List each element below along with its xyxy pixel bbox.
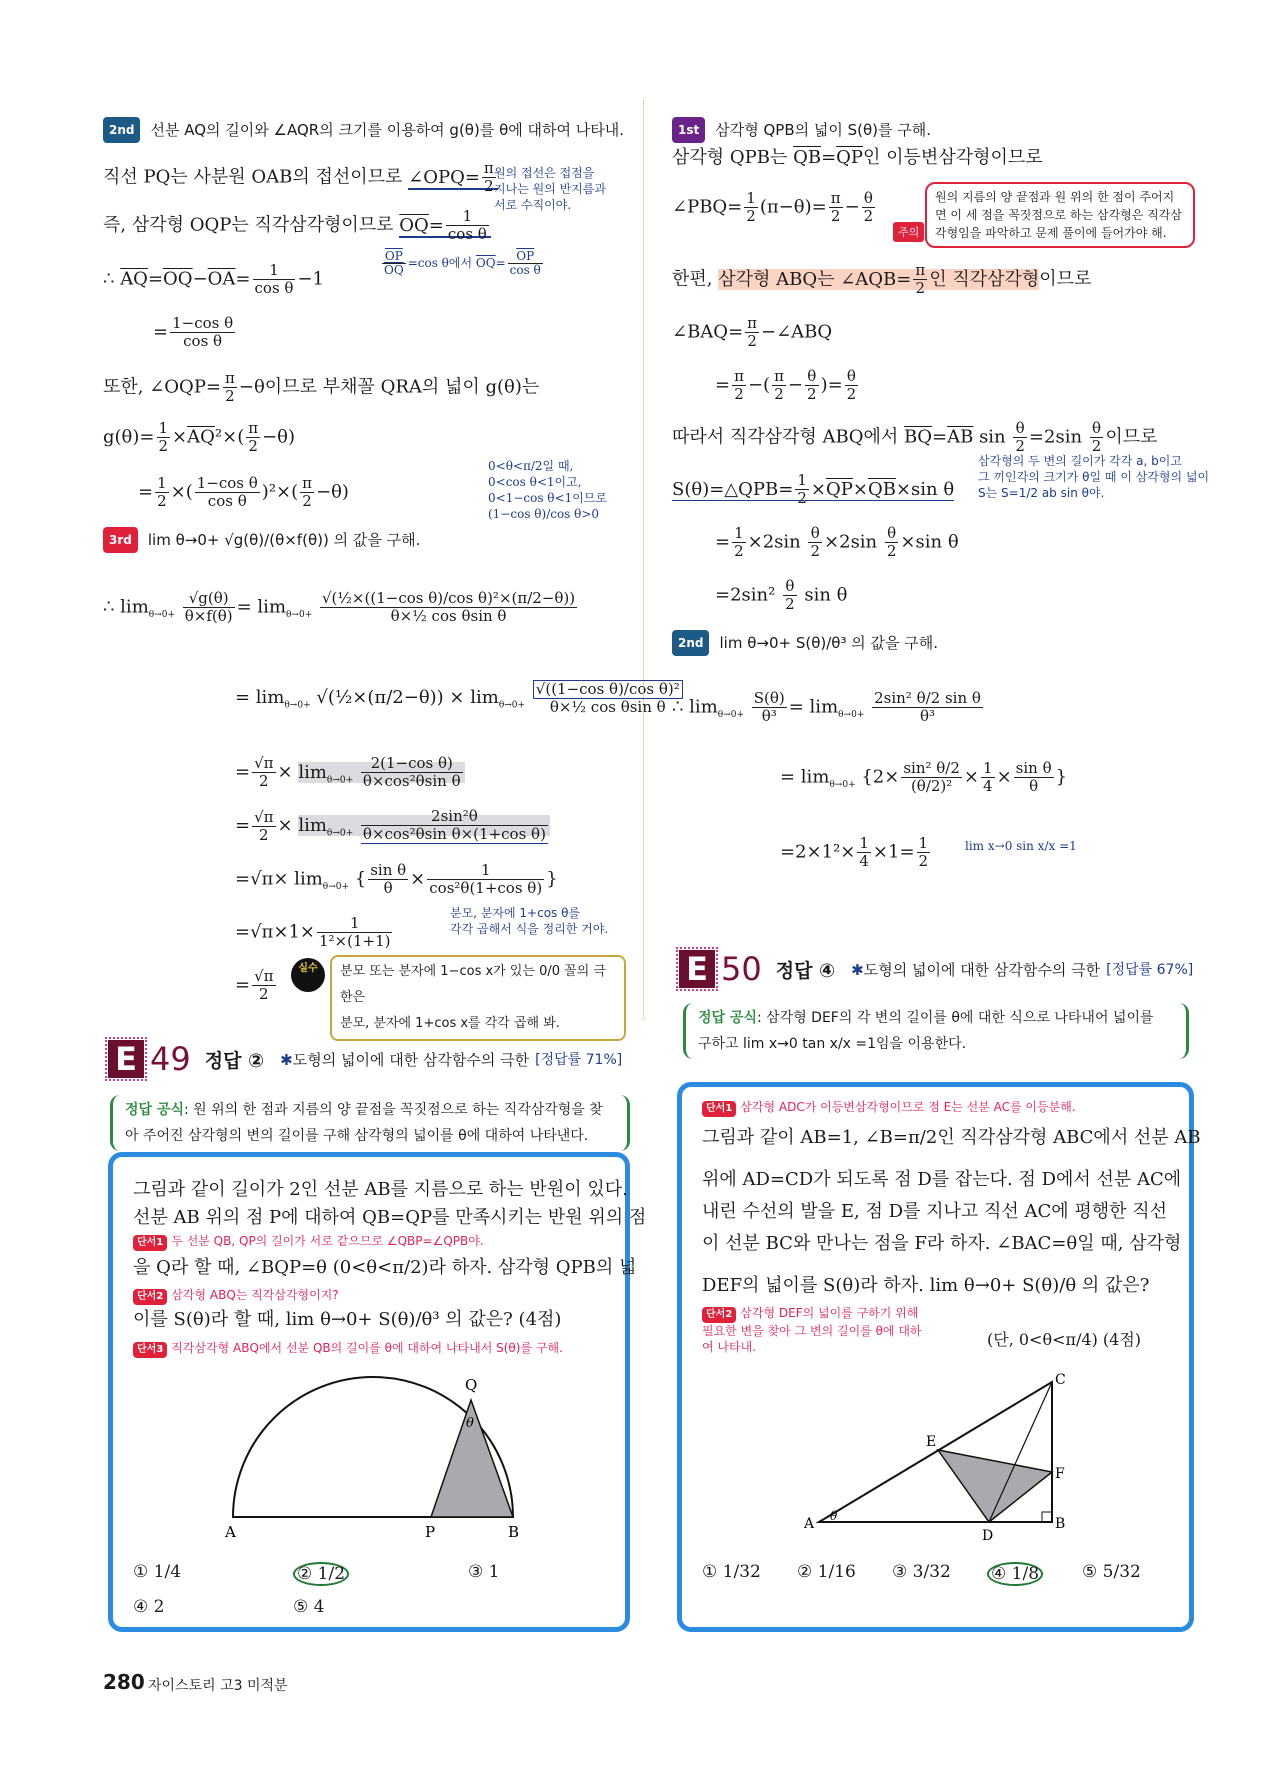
problem-50-header [679,950,1193,988]
step-1st-title: 삼각형 QPB의 넓이 S(θ)를 구해. [715,121,932,139]
note-line: S는 S=1/2 ab sin θ야. [978,486,1105,500]
eq-r11: = $\lim_{\theta\to 0+} \{2\times$ $\frac{\text{sin² θ/2}}{\text{(θ/2)²}}$ × $\frac{1}{4}$ × $\frac{\text{sin θ}}{\theta}$ } [780,759,1068,795]
triangle-figure [682,1362,1182,1544]
step-2nd-header [103,117,624,143]
answer-formula-50: 정답 공식: 삼각형 DEF의 각 변의 길이를 θ에 대한 식으로 나타내어 넓이를 구하고 lim x→0 tan x/x =1임을 이용한다. [683,1003,1189,1059]
warning-bubble: 원의 지름의 양 끝점과 원 위의 한 점이 주어지면 이 세 점을 꼭짓점으로 하는 삼각형은 직각삼각형임을 파악하고 문제 풀이에 들어가야 해. [925,182,1195,248]
problem-text-line: 그림과 같이 AB=1, ∠B=π/2인 직각삼각형 ABC에서 선분 AB [702,1127,1201,1148]
eq-r2: ∠PBQ= $\frac{1}{2}$ (π−θ)= $\frac{\pi}{2}$ − $\frac{\theta}{2}$ [672,189,874,225]
eq-r7: S(θ)=△QPB= $\frac{1}{2}$ $\times\overline{QP}\times\overline{QB}\times\sin$ θ [672,471,955,507]
star-icon: ✱ [280,1050,293,1069]
step-3rd-title: lim θ→0+ √g(θ)/(θ×f(θ)) 의 값을 구해. [147,531,421,549]
choice-2[interactable] [293,1562,349,1586]
eq-line-5: 또한, ∠OQP= $\frac{\pi}{2}$ −θ이므로 부채꼴 QRA의 넓이 g(θ)는 [103,369,540,405]
problem-text-line: 이 선분 BC와 만나는 점을 F라 하자. ∠BAC=θ일 때, 삼각형 [702,1233,1182,1254]
topic-label [851,959,1100,980]
topic-text: 도형의 넓이에 대한 삼각함수의 극한 [863,960,1101,979]
column-divider [643,100,644,1020]
hint-2 [133,1287,339,1305]
correct-rate: [정답률 71%] [535,1052,623,1068]
svg-text:C: C [1055,1372,1066,1388]
eq-3rd-5: $=√\pi\times \lim_{\theta\to 0+}$ { $\frac{\text{sin θ}}{\theta}$ × $\frac{1}{\text{cos²θ(1+cos θ)}}$ } [235,861,558,897]
eq-line-3: ∴ $\overline{AQ}=\overline{OQ}-\overline{OA}=$ $\frac{1}{\text{cos θ}}$ −1 [103,261,324,297]
book-title: 자이스토리 고3 미적분 [148,1678,288,1694]
formula-line: 아 주어진 삼각형의 변의 길이를 구해 삼각형의 넓이를 θ에 대하여 나타낸다. [125,1128,589,1144]
choice-2[interactable]: ② 1/16 [797,1562,856,1582]
eq-line-6: g(θ)= $\frac{1}{2}$ $\times\overline{AQ}^2\times$( $\frac{\pi}{2}$ −θ) [103,419,296,455]
eq-r4: ∠BAQ= $\frac{\pi}{2}$ −∠ABQ [672,314,833,350]
step-tag-2nd: 2nd [103,117,140,143]
semicircle-figure [113,1357,613,1541]
note-line: 각각 곱해서 식을 정리한 거야. [450,922,609,936]
eq-line-1: 직선 PQ는 사분원 OAB의 접선이므로 ∠OPQ= $\frac{\pi}{2}$ [103,160,498,195]
problem-text-line: DEF의 넓이를 S(θ)라 하자. lim θ→0+ S(θ)/θ 의 값은? [702,1275,1150,1296]
eq-r12: =2×1²× $\frac{1}{4}$ ×1= $\frac{1}{2}$ [780,834,929,870]
answer-formula-49: 정답 공식: 원 위의 한 점과 지름의 양 끝점을 꼭짓점으로 하는 직각삼각형을 찾 아 주어진 삼각형의 변의 길이를 구해 삼각형의 넓이를 θ에 대하여 나타낸다. [110,1095,630,1151]
step-2nd-r-title: lim θ→0+ S(θ)/θ³ 의 값을 구해. [719,634,938,652]
correct-rate: [정답률 67%] [1106,962,1194,978]
eq-r6: 따라서 직각삼각형 ABQ에서 $\overline{BQ}=\overline{AB}$ sin $\frac{\theta}{2}$ =2sin $\frac{\theta}{2}$ 이므로 [672,419,1158,455]
problem-49-box [108,1152,647,1632]
hint-tag: 단서1 [702,1101,736,1117]
answer-label: 정답 ② [204,1049,265,1072]
note-line: 삼각형의 두 변의 길이가 각각 a, b이고 [978,454,1182,468]
step-2nd-r-header [672,630,938,656]
problem-text-line: 위에 AD=CD가 되도록 점 D를 잡는다. 점 D에서 선분 AC에 [702,1169,1182,1190]
text: 선분 AB 위의 점 P에 대하여 QB=QP를 만족시키는 반원 위의 점 [133,1207,647,1228]
note-limit: lim x→0 sin x/x =1 [965,839,1077,853]
problem-text-line [133,1205,646,1231]
svg-text:θ: θ [466,1416,474,1431]
eq-line-4: = $\frac{\text{1−cos θ}}{\text{cos θ}}$ [153,314,234,350]
svg-text:θ: θ [830,1509,838,1523]
hint-tag: 단서2 [702,1307,736,1323]
mistake-line: 분모 또는 분자에 1−cos x가 있는 0/0 꼴의 극한은 [340,964,606,1005]
problem-condition: (단, 0<θ<π/4) (4점) [987,1330,1142,1349]
choice-4[interactable]: ④ 2 [133,1597,165,1617]
problem-text-line: 이를 S(θ)라 할 때, lim θ→0+ S(θ)/θ³ 의 값은? (4점) [133,1309,562,1330]
eq-r1: 삼각형 QPB는 $\overline{QB}=\overline{QP}$인 이등변삼각형이므로 [672,147,1043,168]
eq-3rd-1: ∴ $\lim_{\theta\to 0+}$ $\frac{√g(\theta)}{\theta\times f(\theta)}$ = $\lim_{\theta\to 0+}$ $\frac{\text{√(½×((1−cos θ)/cos θ)²×(π/2−θ))}}{\text{θ×½ cos θsin θ}}$ [103,589,576,625]
svg-text:P: P [425,1523,436,1541]
step-1st-header [672,117,931,143]
hint-text: 삼각형 DEF의 넓이를 구하기 위해 필요한 변을 찾아 그 변의 길이를 θ에 대하여 나타내. [702,1306,922,1354]
page-number: 280 [103,1670,145,1694]
hint-text: 삼각형 ADC가 이등변삼각형이므로 점 E는 선분 AC를 이등분해. [740,1100,1076,1114]
selected-mark-icon: ④ 1/8 [987,1562,1043,1586]
step-2nd-title: 선분 AQ의 길이와 ∠AQR의 크기를 이용하여 g(θ)를 θ에 대하여 나타내. [150,121,625,139]
mistake-badge-icon: 실수 [291,958,325,992]
eq-line-2: 즉, 삼각형 OQP는 직각삼각형이므로 $\overline{OQ}=$ $\frac{1}{\text{cos θ}}$ [103,208,491,243]
hint-text: 직각삼각형 ABQ에서 선분 QB의 길이를 θ에 대하여 나타내서 S(θ)를 구해. [171,1341,563,1355]
warning-tag: 주의 [893,222,924,242]
choice-5[interactable]: ⑤ 4 [293,1597,325,1617]
step-tag-3rd: 3rd [103,527,138,553]
svg-text:B: B [508,1523,520,1541]
choice-1[interactable]: ① 1/4 [133,1562,182,1582]
svg-text:B: B [1055,1516,1066,1532]
mistake-note [330,955,626,1041]
svg-text:A: A [804,1516,815,1532]
problem-number: 50 [721,950,762,988]
hint-tag: 단서1 [133,1235,167,1251]
note-line: 서로 수직이야. [494,198,572,212]
problem-text-line: 내린 수선의 발을 E, 점 D를 지나고 직선 AC에 평행한 직선 [702,1201,1168,1222]
formula-label: 정답 공식 [698,1010,757,1026]
hint-2 [702,1305,922,1355]
eq-3rd-7: = $\frac{√\pi}{2}$ [235,967,274,1003]
hint-text: 두 선분 QB, QP의 길이가 서로 같으므로 ∠QBP=∠QPB야. [171,1234,484,1248]
note-area [978,453,1209,501]
eq-r3: 한편, 삼각형 ABQ는 ∠AQB= $\frac{\pi}{2}$ 인 직각삼각형이므로 [672,261,1092,297]
formula-line: 구하고 lim x→0 tan x/x =1임을 이용한다. [698,1036,967,1052]
formula-label: 정답 공식 [125,1102,184,1118]
selected-mark-icon: ② 1/2 [293,1562,349,1586]
eq-3rd-4: = $\frac{√\pi}{2}$ × $\lim_{\theta\to 0+}$ $\frac{\text{2sin²θ}}{\text{θ×cos²θsin θ×(1+cos θ)}}$ [235,808,550,846]
eq-3rd-6: =√π×1× $\frac{1}{\text{1²×(1+1)}}$ [235,914,391,950]
note-line: (1−cos θ)/cos θ>0 [488,507,600,521]
note-line: 지나는 원의 반지름과 [494,182,606,196]
problem-49-header [108,1040,622,1078]
choice-1[interactable]: ① 1/32 [702,1562,761,1582]
choice-5[interactable]: ⑤ 5/32 [1082,1562,1141,1582]
formula-line: 삼각형 DEF의 각 변의 길이를 θ에 대한 식으로 나타내어 넓이를 [766,1010,1154,1026]
hint-text: 삼각형 ABQ는 직각삼각형이지? [171,1288,339,1302]
problem-50-box [677,1082,1201,1632]
note-line: 0<cos θ<1이고, [488,475,582,489]
note-range [488,458,607,522]
eq-r9: =2sin² $\frac{\theta}{2}$ sin θ [715,577,848,613]
step-tag-2nd: 2nd [672,630,709,656]
choice-4[interactable] [987,1562,1043,1586]
eq-r10: ∴ $\lim_{\theta\to 0+}$ $\frac{S(\theta)}{\text{θ³}}$ = $\lim_{\theta\to 0+}$ $\frac{\text{2sin² θ/2 sin θ}}{\text{θ³}}$ [672,689,981,725]
hint-1 [702,1099,1076,1117]
star-icon: ✱ [851,960,864,979]
hint-3 [133,1340,563,1358]
note-tangent [494,165,606,213]
step-tag-1st: 1st [672,117,705,143]
note-line: 0<θ<π/2일 때, [488,459,574,473]
choice-3[interactable]: ③ 1 [468,1562,500,1582]
note-line: 그 끼인각의 크기가 θ일 때 이 삼각형의 넓이 [978,470,1210,484]
problem-text-line: 을 Q라 할 때, ∠BQP=θ (0<θ<π/2)라 하자. 삼각형 QPB의 넓 [133,1257,637,1278]
step-3rd-header [103,527,420,553]
svg-text:D: D [982,1528,994,1544]
choice-3[interactable]: ③ 3/32 [892,1562,951,1582]
hint-tag: 단서2 [133,1289,167,1305]
eq-r8: = $\frac{1}{2}$ ×2sin $\frac{\theta}{2}$ ×2sin $\frac{\theta}{2}$ ×sin θ [715,524,959,560]
svg-text:E: E [926,1434,937,1450]
note-cos: $\frac{\overline{OP}}{OQ}$ =cos θ에서 $\overline{OQ}=$ $\frac{\overline{OP}}{\text{cos θ}}$ [384,249,541,277]
eq-line-7: = $\frac{1}{2}$ ×( $\frac{\text{1−cos θ}}{\text{cos θ}}$ )²×( $\frac{\pi}{2}$ −θ) [138,474,349,510]
topic-label [280,1049,529,1070]
svg-text:Q: Q [465,1376,478,1394]
hint-1 [133,1233,484,1251]
note-line: 원의 접선은 접점을 [494,166,595,180]
hint-tag: 단서3 [133,1342,167,1358]
e-letter-badge: E [108,1040,144,1078]
note-multiply [450,905,608,937]
problem-number: 49 [150,1040,191,1078]
svg-text:A: A [225,1523,236,1541]
note-line: 0<1−cos θ<1이므로 [488,491,607,505]
eq-r5: = $\frac{\pi}{2}$ −( $\frac{\pi}{2}$ − $\frac{\theta}{2}$ )= $\frac{\theta}{2}$ [715,367,857,403]
answer-label: 정답 ④ [775,959,836,982]
formula-line: 원 위의 한 점과 지름의 양 끝점을 꼭짓점으로 하는 직각삼각형을 찾 [193,1102,603,1118]
eq-3rd-3: = $\frac{√\pi}{2}$ × $\lim_{\theta\to 0+}$ $\frac{\text{2(1−cos θ)}}{\text{θ×cos²θsin θ}}$ [235,755,465,792]
note-line: 분모, 분자에 1+cos θ를 [450,906,581,920]
problem-text-line: 그림과 같이 길이가 2인 선분 AB를 지름으로 하는 반원이 있다. [133,1179,628,1200]
topic-text: 도형의 넓이에 대한 삼각함수의 극한 [292,1050,530,1069]
eq-3rd-2: = $\lim_{\theta\to 0+}$ √(½×(π/2−θ)) × $\lim_{\theta\to 0+}$ $\frac{\text{√((1−cos θ)/cos θ)²}}{\text{θ×½ cos θsin θ}}$ [235,680,685,718]
svg-text:F: F [1055,1466,1065,1482]
e-letter-badge: E [679,950,715,988]
mistake-line: 분모, 분자에 1+cos x를 각각 곱해 봐. [340,1016,560,1031]
